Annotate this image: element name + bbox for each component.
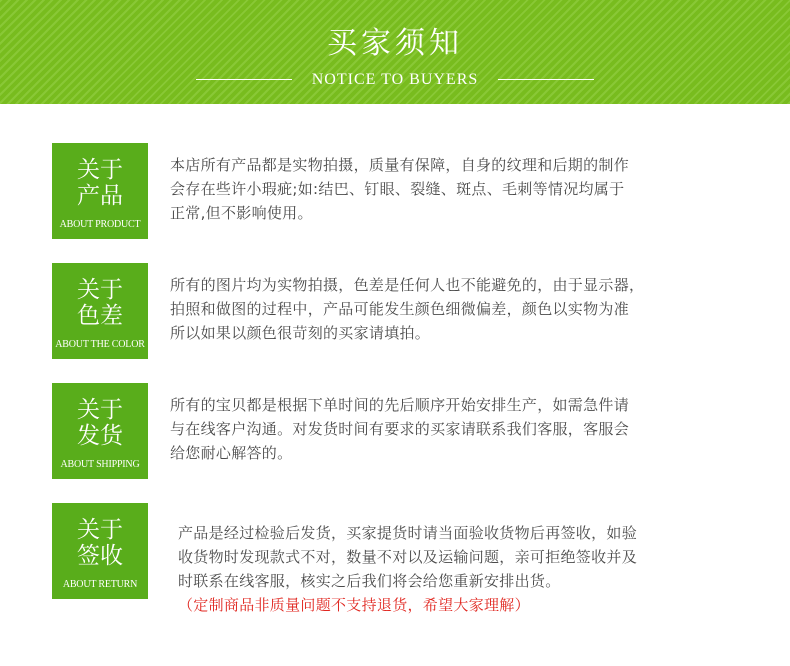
- section-description: [170, 393, 752, 465]
- tag-line-1: 关于: [77, 277, 123, 303]
- section-about-shipping: [52, 383, 752, 479]
- description-line: 拍照和做图的过程中，产品可能发生颜色细微偏差，颜色以实物为准: [170, 300, 630, 318]
- tag-english: ABOUT THE COLOR: [55, 339, 145, 350]
- section-tag: [52, 143, 148, 239]
- description-line: 所有的图片均为实物拍摄，色差是任何人也不能避免的，由于显示器，: [170, 276, 645, 294]
- return-policy-note: （定制商品非质量问题不支持退货，希望大家理解）: [178, 596, 530, 614]
- description-line: 收货物时发现款式不对，数量不对以及运输问题，亲可拒绝签收并及: [178, 548, 638, 566]
- tag-english: ABOUT PRODUCT: [59, 219, 141, 230]
- section-tag: [52, 383, 148, 479]
- description-line: 给您耐心解答的。: [170, 444, 293, 462]
- tag-english: ABOUT RETURN: [62, 579, 138, 590]
- description-line: 与在线客户沟通。对发货时间有要求的买家请联系我们客服，客服会: [170, 420, 630, 438]
- section-description: [170, 153, 752, 225]
- section-about-return: [52, 503, 752, 599]
- description-line: 本店所有产品都是实物拍摄，质量有保障，自身的纹理和后期的制作: [170, 156, 630, 174]
- banner-subtitle: NOTICE TO BUYERS: [311, 71, 479, 88]
- banner-title: 买家须知: [327, 26, 463, 61]
- description-line: 正常,但不影响使用。: [170, 204, 313, 222]
- tag-english: ABOUT SHIPPING: [60, 459, 140, 470]
- description-line: 所有的宝贝都是根据下单时间的先后顺序开始安排生产，如需急件请: [170, 396, 630, 414]
- tag-line-1: 关于: [77, 157, 123, 183]
- section-about-product: [52, 143, 752, 239]
- header-banner: [0, 0, 790, 104]
- tag-line-2: 色差: [77, 303, 123, 329]
- tag-line-2: 产品: [77, 183, 123, 209]
- section-tag: [52, 503, 148, 599]
- description-line: 时联系在线客服，核实之后我们将会给您重新安排出货。: [178, 572, 561, 590]
- description-line: 会存在些许小瑕疵;如:结巴、钉眼、裂缝、斑点、毛刺等情况均属于: [170, 180, 625, 198]
- description-line: 所以如果以颜色很苛刻的买家请填拍。: [170, 324, 431, 342]
- tag-line-2: 发货: [77, 423, 123, 449]
- section-about-color: [52, 263, 752, 359]
- description-line: 产品是经过检验后发货，买家提货时请当面验收货物后再签收，如验: [178, 524, 638, 542]
- tag-line-1: 关于: [77, 517, 123, 543]
- section-description: [170, 273, 752, 345]
- tag-line-2: 签收: [77, 543, 123, 569]
- tag-line-1: 关于: [77, 397, 123, 423]
- section-tag: [52, 263, 148, 359]
- section-description: [178, 521, 760, 593]
